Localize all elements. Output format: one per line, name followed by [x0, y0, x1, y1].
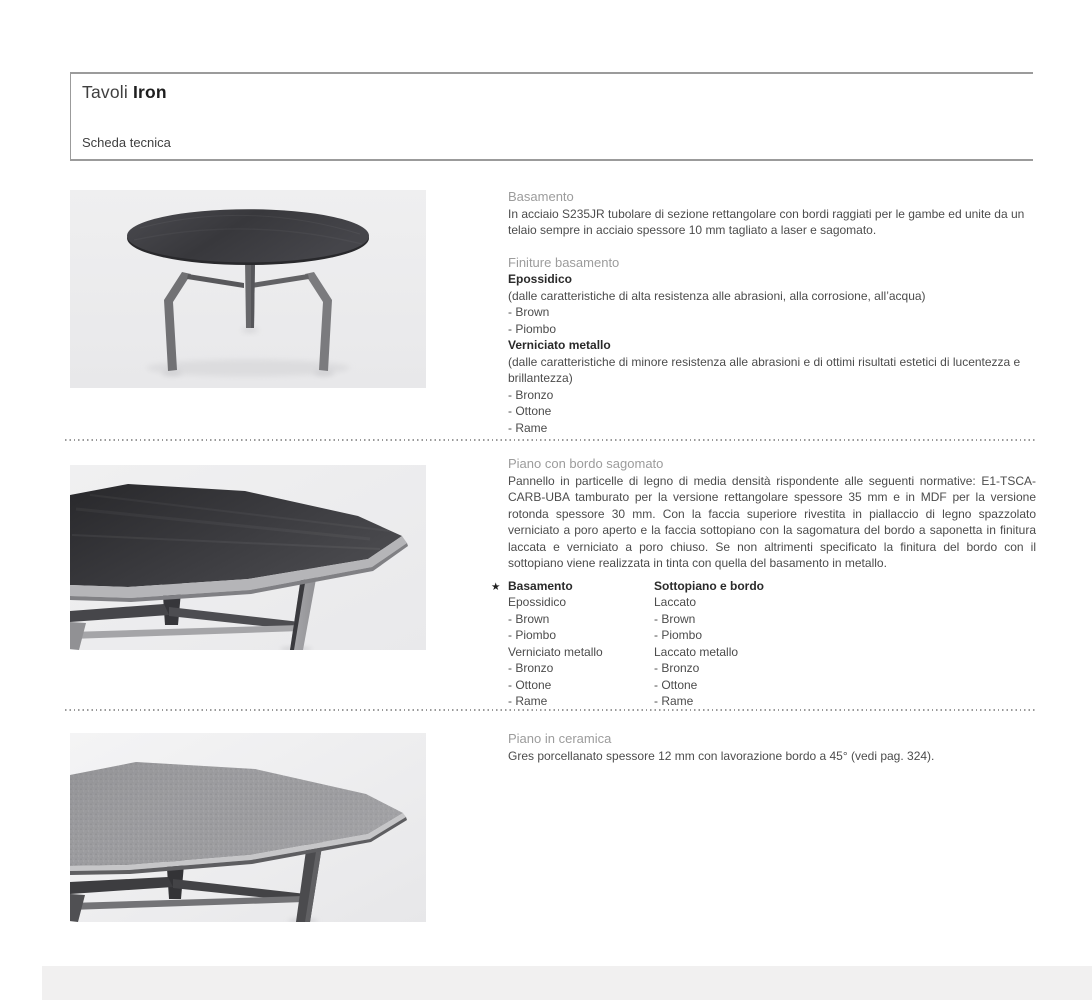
section-piano-sagomato-text: [491, 456, 1036, 710]
finish-col-header: Basamento: [508, 578, 573, 593]
finish-item: - Ottone: [508, 677, 552, 692]
section-paragraph: Pannello in particelle di legno di media densità rispondente alle seguenti normative: E1-TSCA-CARB-UBA tamburato per la versione rettangolare spessore 35 mm e in MDF per la versione rotonda spessore 30 mm. Con la faccia superiore rivestita in piallaccio di legno spazzolato verniciato a poro aperto e la faccia sottopiano con la sagomatura del bordo a saponetta in finitura laccata e verniciato a poro chiuso. Se non altrimenti specificato la finitura del bordo con il sottopiano viene realizzata in tinta con quella del basamento in metallo.: [508, 473, 1036, 570]
finish-item: - Bronzo: [508, 661, 554, 675]
finish-item: - Bronzo: [508, 387, 554, 402]
finish-column-basamento: [508, 578, 654, 710]
finish-item: - Piombo: [508, 628, 557, 642]
finish-column-sottopiano: [654, 578, 764, 710]
finish-col-header: Sottopiano e bordo: [654, 578, 764, 593]
round-table-image: [70, 190, 426, 388]
section-piano-ceramica-text: [508, 731, 1036, 764]
finish-item: - Brown: [654, 611, 696, 626]
finish-item: Laccato: [654, 595, 697, 609]
page-title-product: Iron: [132, 82, 167, 102]
finish-item: - Ottone: [508, 404, 552, 418]
section-heading: Piano in ceramica: [508, 731, 612, 746]
spacer: [508, 239, 1036, 255]
page-title: [82, 82, 167, 103]
section-heading: Basamento: [508, 189, 574, 204]
finish-item: - Rame: [508, 420, 548, 435]
dotted-separator: [65, 709, 1035, 711]
dotted-separator: [65, 439, 1035, 441]
footer-band: [42, 966, 1092, 1000]
finish-item: - Rame: [508, 694, 548, 708]
finish-item: - Brown: [508, 611, 550, 626]
finish-item: - Piombo: [508, 321, 557, 336]
page-subtitle: Scheda tecnica: [82, 135, 171, 150]
finish-item: Laccato metallo: [654, 644, 739, 659]
finish-item: Epossidico: [508, 595, 567, 609]
ceramic-top-illustration: [70, 733, 426, 922]
section-subheading: Finiture basamento: [508, 254, 620, 270]
finish-item: - Bronzo: [654, 661, 700, 675]
wood-top-edge-illustration: [70, 465, 426, 650]
finish-item: - Rame: [654, 694, 694, 708]
section-paragraph: Gres porcellanato spessore 12 mm con lavorazione bordo a 45° (vedi pag. 324).: [508, 748, 935, 763]
star-icon: ★: [491, 580, 501, 593]
section-heading: Piano con bordo sagomato: [508, 456, 664, 471]
section-paragraph: In acciaio S235JR tubolare di sezione rettangolare con bordi raggiati per le gambe ed unite da un telaio sempre in acciaio spessore 10 mm tagliato a laser e sagomato.: [508, 206, 1025, 237]
finish-item: Verniciato metallo: [508, 644, 603, 659]
finish-item: - Ottone: [654, 677, 698, 692]
finish-group-label: Verniciato metallo: [508, 338, 611, 352]
finish-item: - Piombo: [654, 628, 703, 642]
header-box: [70, 72, 1033, 161]
page-title-prefix: Tavoli: [82, 82, 128, 102]
finish-group-note: (dalle caratteristiche di alta resistenza alle abrasioni, alla corrosione, all’acqua): [508, 288, 926, 303]
finish-item: - Brown: [508, 305, 550, 319]
finish-group-label: Epossidico: [508, 272, 573, 286]
round-table-illustration: [70, 190, 426, 388]
finish-group-note: (dalle caratteristiche di minore resistenza alle abrasioni e di ottimi risultati estetici di lucentezza e brillantezza): [508, 354, 1021, 385]
finish-table: [491, 578, 1036, 710]
section-basamento-text: [508, 189, 1036, 436]
wood-top-edge-image: [70, 465, 426, 650]
ceramic-top-image: [70, 733, 426, 922]
